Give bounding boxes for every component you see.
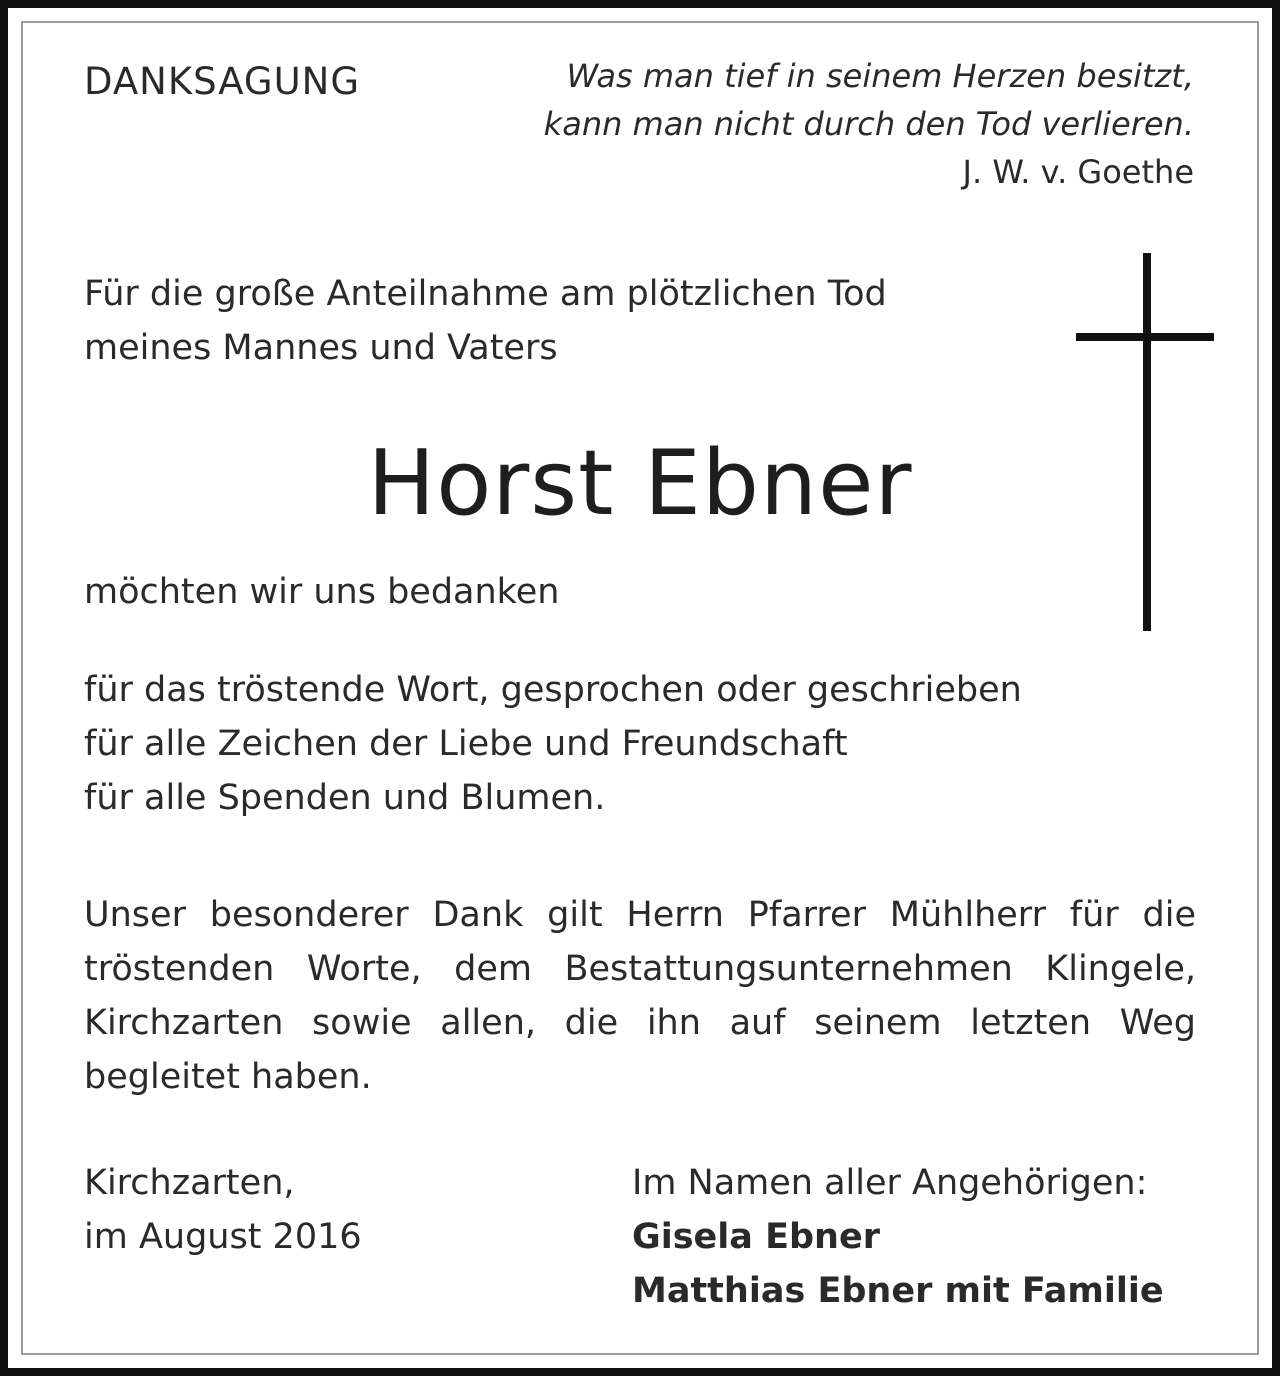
special-line: Kirchzarten sowie allen, die ihn auf seinem letzten Weg <box>84 1003 1196 1043</box>
deceased-name: Horst Ebner <box>367 431 913 536</box>
date: im August 2016 <box>84 1217 362 1257</box>
special-line: Unser besonderer Dank gilt Herrn Pfarrer Mühlherr für die <box>84 895 1196 935</box>
place: Kirchzarten, <box>84 1163 295 1203</box>
cross-icon-bar <box>1076 333 1214 341</box>
reason-line: für das tröstende Wort, gesprochen oder geschrieben <box>84 670 1022 710</box>
reason-line: für alle Zeichen der Liebe und Freundschaft <box>84 724 848 764</box>
signature-name-2: Matthias Ebner mit Familie <box>632 1271 1164 1311</box>
reasons-list <box>84 663 1022 825</box>
intro-text <box>84 267 887 375</box>
intro-line-1: Für die große Anteilnahme am plötzlichen Tod <box>84 274 887 314</box>
special-line: tröstenden Worte, dem Bestattungsunternehmen Klingele, <box>84 949 1196 989</box>
thanks-text: möchten wir uns bedanken <box>84 572 560 612</box>
quote-line-2: kann man nicht durch den Tod verlieren. <box>543 105 1194 143</box>
place-date <box>84 1156 362 1264</box>
signature-intro: Im Namen aller Angehörigen: <box>632 1163 1148 1203</box>
intro-line-2: meines Mannes und Vaters <box>84 328 558 368</box>
signature-name-1: Gisela Ebner <box>632 1217 880 1257</box>
quote <box>544 52 1194 196</box>
heading: DANKSAGUNG <box>84 60 361 103</box>
quote-line-1: Was man tief in seinem Herzen besitzt, <box>566 57 1194 95</box>
signature-block <box>632 1156 1164 1318</box>
quote-author: J. W. v. Goethe <box>962 153 1194 191</box>
reason-line: für alle Spenden und Blumen. <box>84 778 606 818</box>
special-line: begleitet haben. <box>84 1057 372 1097</box>
special-thanks <box>84 888 1196 1104</box>
